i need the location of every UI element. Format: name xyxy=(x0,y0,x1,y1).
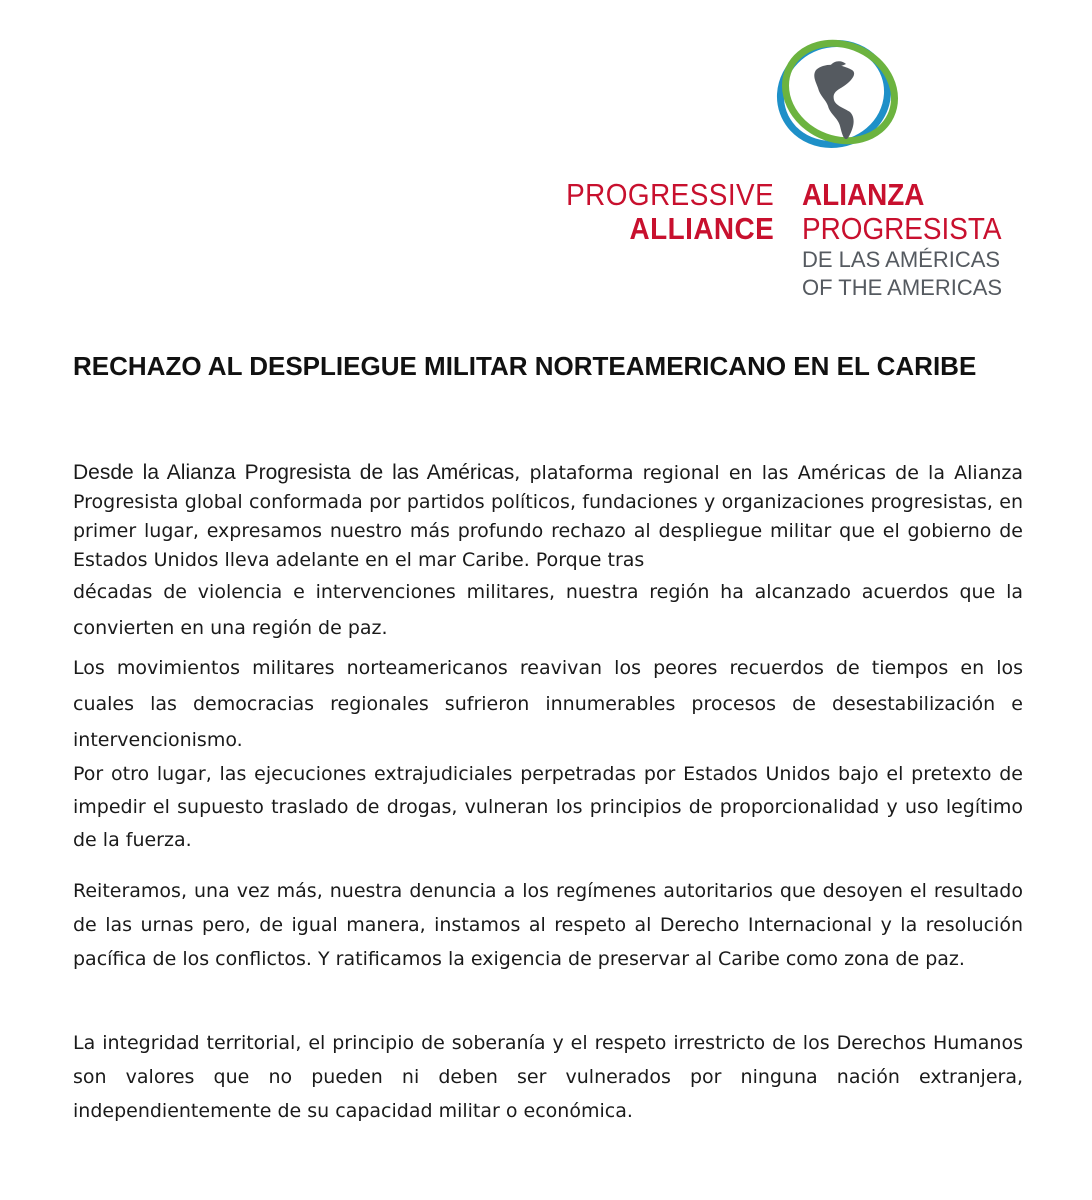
logo-progressive-text: PROGRESSIVE xyxy=(565,177,774,212)
logo-alliance-text: ALLIANCE xyxy=(629,211,774,246)
paragraph-intro-body: , plataforma regional en las Américas de la Alianza Progresista global conformada por partidos políticos, fundaciones y organizaciones progresistas, en primer lugar, expresamos nuestro más profundo rechazo al despliegue militar que el gobierno de Estados Unidos lleva adelante en el mar Caribe. Porque tras xyxy=(73,462,1023,571)
paragraph-intro-continued: décadas de violencia e intervenciones militares, nuestra región ha alcanzado acuerdos que la convierten en una región de paz. xyxy=(73,581,1023,639)
paragraph-intro xyxy=(73,458,1023,575)
paragraph-reiteramos: Reiteramos, una vez más, nuestra denuncia a los regímenes autoritarios que desoyen el resultado de las urnas pero, de igual manera, instamos al respeto al Derecho Internacional y la resolución pacífica de los conflictos. Y ratificamos la exigencia de preservar al Caribe como zona de paz. xyxy=(73,880,1023,970)
logo-spanish-name xyxy=(802,178,1024,302)
paragraph-intro-lead: Desde la Alianza Progresista de las Américas xyxy=(73,461,515,484)
logo-english-name xyxy=(543,178,774,246)
logo-progresista-text: PROGRESISTA xyxy=(802,211,1002,246)
globe-logo-icon xyxy=(772,30,902,160)
logo-alianza-text: ALIANZA xyxy=(802,177,925,212)
paragraph-integridad: La integridad territorial, el principio de soberanía y el respeto irrestricto de los Derechos Humanos son valores que no pueden ni deben ser vulnerados por ninguna nación extranjera, independientemente de su capacidad militar o económica. xyxy=(73,1032,1023,1122)
page-title: RECHAZO AL DESPLIEGUE MILITAR NORTEAMERICANO EN EL CARIBE xyxy=(73,351,977,381)
paragraph-military-movements: Los movimientos militares norteamericanos reavivan los peores recuerdos de tiempos en los cuales las democracias regionales sufrieron innumerables procesos de desestabilización e intervencionismo. xyxy=(73,657,1023,751)
logo-of-the-americas-text: OF THE AMERICAS xyxy=(802,275,1003,300)
paragraph-extrajudicial: Por otro lugar, las ejecuciones extrajudiciales perpetradas por Estados Unidos bajo el pretexto de impedir el supuesto traslado de drogas, vulneran los principios de proporcionalidad y uso legítimo de la fuerza. xyxy=(73,763,1023,851)
logo-de-las-americas-text: DE LAS AMÉRICAS xyxy=(802,247,1001,272)
